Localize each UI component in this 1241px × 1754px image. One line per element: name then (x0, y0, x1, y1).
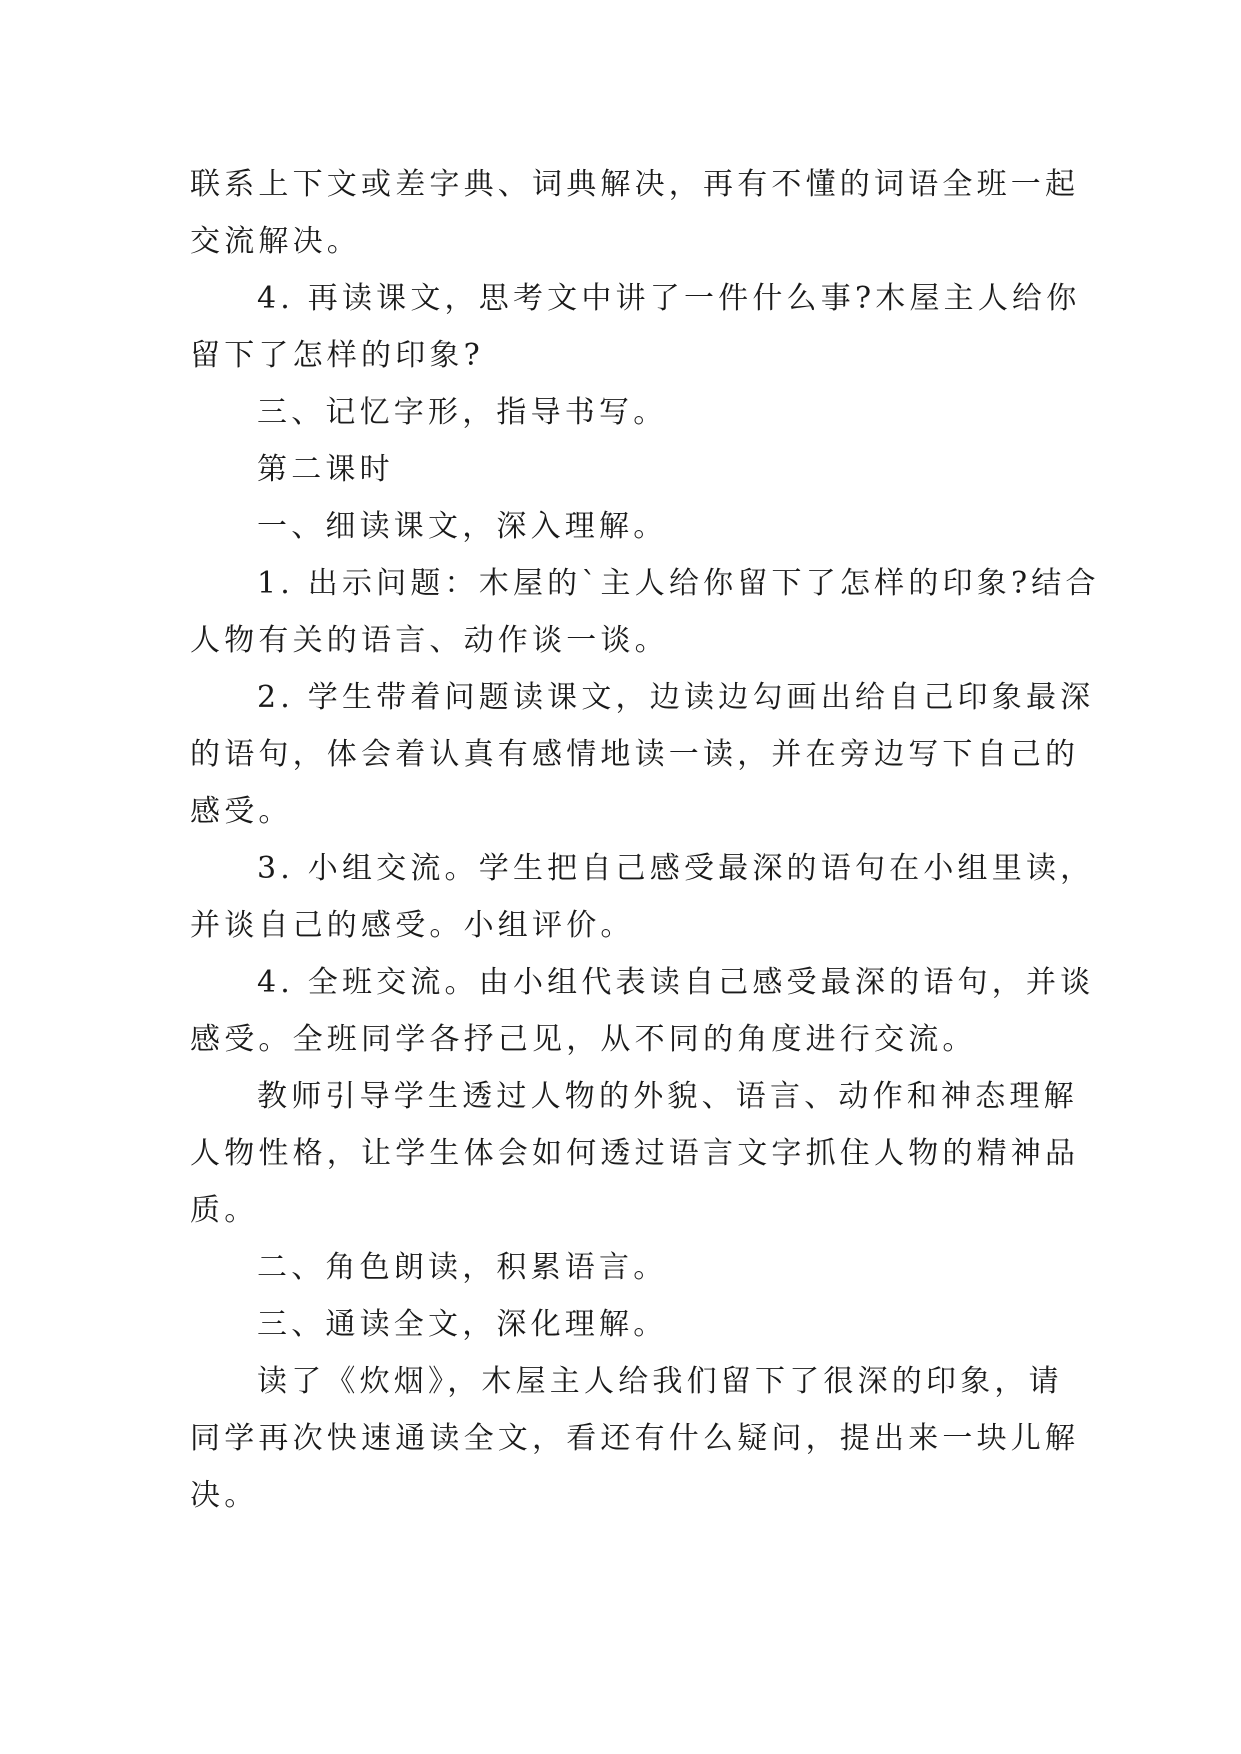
text-line: 三、通读全文，深化理解。 (257, 1307, 668, 1342)
text-line: 教师引导学生透过人物的外貌、语言、动作和神态理解 (257, 1079, 1078, 1114)
text-line: 1. 出示问题：木屋的`主人给你留下了怎样的印象?结合 (257, 566, 1100, 601)
text-line: 联系上下文或差字典、词典解决，再有不懂的词语全班一起 (190, 167, 1080, 202)
text-line: 三、记忆字形，指导书写。 (257, 395, 668, 430)
text-line: 感受。 (190, 794, 293, 829)
text-line: 4. 再读课文，思考文中讲了一件什么事?木屋主人给你 (257, 281, 1081, 316)
text-line: 二、角色朗读，积累语言。 (257, 1250, 668, 1285)
text-line: 同学再次快速通读全文，看还有什么疑问，提出来一块儿解 (190, 1421, 1080, 1456)
text-line: 读了《炊烟》，木屋主人给我们留下了很深的印象，请 (257, 1364, 1063, 1399)
text-line: 质。 (190, 1193, 259, 1228)
text-line: 3. 小组交流。学生把自己感受最深的语句在小组里读， (257, 851, 1095, 886)
text-line: 的语句，体会着认真有感情地读一读，并在旁边写下自己的 (190, 737, 1080, 772)
text-line: 一、细读课文，深入理解。 (257, 509, 668, 544)
text-line: 人物有关的语言、动作谈一谈。 (190, 623, 669, 658)
text-line: 4. 全班交流。由小组代表读自己感受最深的语句，并谈 (257, 965, 1095, 1000)
text-line: 决。 (190, 1478, 259, 1513)
text-line: 交流解决。 (190, 224, 361, 259)
text-line: 2. 学生带着问题读课文，边读边勾画出给自己印象最深 (257, 680, 1095, 715)
text-line: 第二课时 (257, 452, 394, 487)
text-line: 留下了怎样的印象? (190, 338, 484, 373)
text-line: 并谈自己的感受。小组评价。 (190, 908, 635, 943)
text-line: 人物性格，让学生体会如何透过语言文字抓住人物的精神品 (190, 1136, 1080, 1171)
text-line: 感受。全班同学各抒己见，从不同的角度进行交流。 (190, 1022, 977, 1057)
